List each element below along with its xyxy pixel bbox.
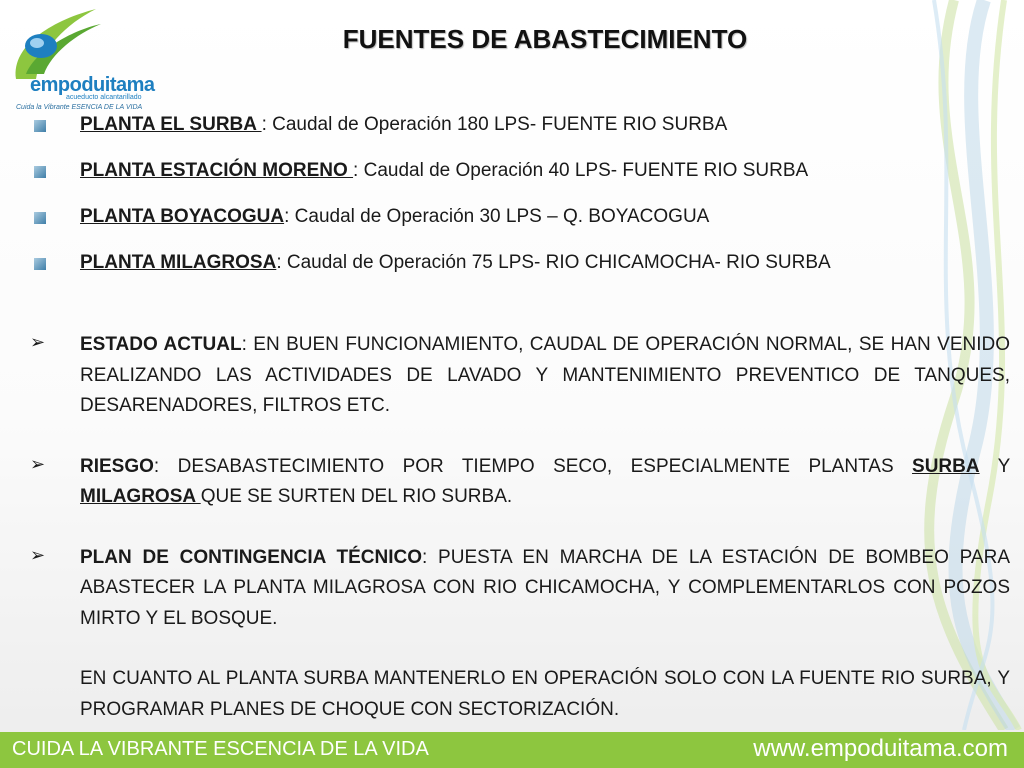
bullet-square-icon [34, 120, 46, 132]
bullet-square-icon [34, 212, 46, 224]
bullet-square-icon [34, 166, 46, 178]
plant-name: PLANTA ESTACIÓN MORENO [80, 160, 354, 181]
riesgo-block [30, 452, 1010, 513]
page-title: FUENTES DE ABASTECIMIENTO [342, 24, 748, 54]
footer-bar [0, 732, 1024, 768]
plan-text: : PUESTA EN MARCHA DE LA ESTACIÓN DE BOMBEO PARA ABASTECER LA PLANTA MILAGROSA CON RIO CHICAMOCHA, Y COMPLEMENTARLOS CON POZOS MIRTO Y EL BOSQUE. [80, 546, 1010, 629]
list-item [34, 250, 974, 296]
plant-name: PLANTA BOYACOGUA [80, 206, 285, 227]
status-blocks [30, 330, 1010, 755]
riesgo-y: Y [979, 455, 1010, 477]
logo-slogan: Cuida la Vibrante ESENCIA DE LA VIDA [16, 104, 143, 111]
plant-detail: : Caudal de Operación 40 LPS- FUENTE RIO SURBA [353, 160, 809, 181]
footer-slogan: CUIDA LA VIBRANTE ESCENCIA DE LA VIDA [12, 738, 429, 760]
estado-text: : EN BUEN FUNCIONAMIENTO, CAUDAL DE OPERACIÓN NORMAL, SE HAN VENIDO REALIZANDO LAS ACTIVIDADES DE LAVADO Y MANTENIMIENTO PREVENTICO DE TANQUES, DESARENADORES, FILTROS ETC. [80, 334, 1011, 416]
riesgo-text-end: QUE SE SURTEN DEL RIO SURBA. [200, 486, 513, 507]
footer-website-link[interactable]: www.empoduitama.com [753, 735, 1008, 762]
logo-subtitle: acueducto alcantarillado [66, 94, 142, 101]
riesgo-text: : DESABASTECIMIENTO POR TIEMPO SECO, ESPECIALMENTE PLANTAS [153, 455, 913, 477]
logo-name: empoduitama [30, 74, 155, 96]
plan-block [30, 543, 1010, 726]
riesgo-surba: SURBA [912, 455, 980, 477]
plants-list [34, 112, 974, 296]
plant-detail: : Caudal de Operación 75 LPS- RIO CHICAMOCHA- RIO SURBA [276, 252, 831, 273]
plant-detail: : Caudal de Operación 180 LPS- FUENTE RIO SURBA [261, 114, 728, 135]
list-item [34, 112, 974, 158]
plant-name: PLANTA EL SURBA [80, 114, 262, 135]
arrow-bullet-icon: ➢ [30, 332, 46, 352]
riesgo-milagrosa: MILAGROSA [80, 486, 201, 507]
plant-name: PLANTA MILAGROSA [80, 252, 277, 273]
arrow-bullet-icon: ➢ [30, 453, 46, 474]
plant-detail: : Caudal de Operación 30 LPS – Q. BOYACOGUA [284, 206, 710, 227]
plan-followup: EN CUANTO AL PLANTA SURBA MANTENERLO EN OPERACIÓN SOLO CON LA FUENTE RIO SURBA, Y PROGRAMAR PLANES DE CHOQUE CON SECTORIZACIÓN. [80, 668, 1010, 720]
plan-label: PLAN DE CONTINGENCIA TÉCNICO [80, 546, 422, 568]
list-item [34, 158, 974, 204]
estado-label: ESTADO ACTUAL [80, 334, 242, 355]
riesgo-label: RIESGO [80, 455, 154, 477]
list-item [34, 204, 974, 250]
bullet-square-icon [34, 258, 46, 270]
estado-block [30, 330, 1010, 422]
company-logo [6, 4, 176, 112]
arrow-bullet-icon: ➢ [30, 544, 46, 565]
